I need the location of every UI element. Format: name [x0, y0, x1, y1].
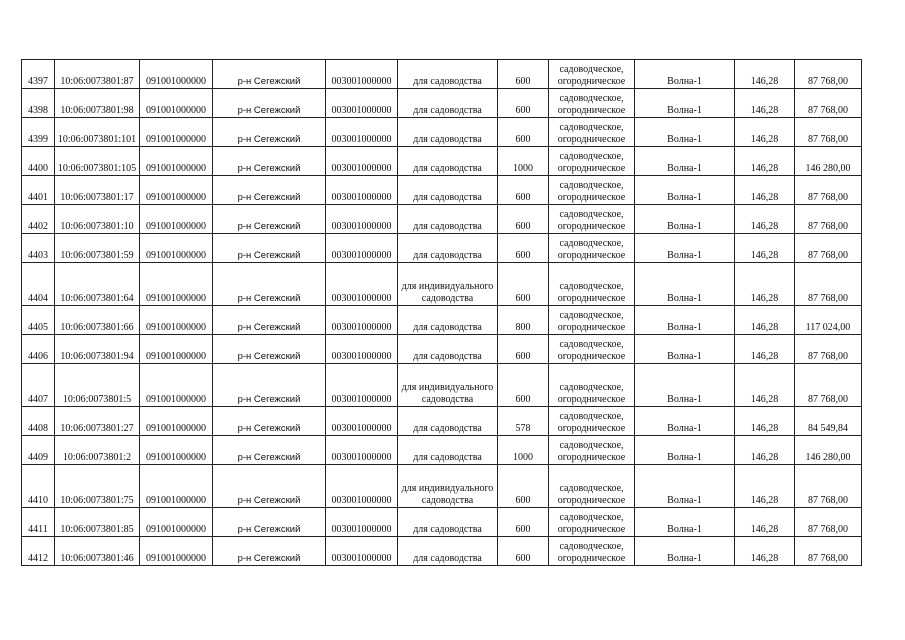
row-number-cell: 4404 — [22, 263, 55, 306]
okato-code-cell: 091001000000 — [140, 234, 213, 263]
district-cell: р-н Сегежский — [213, 465, 326, 508]
row-number-cell: 4400 — [22, 147, 55, 176]
table-row — [22, 205, 862, 234]
permitted-use-cell: для садоводства — [398, 508, 498, 537]
row-number-cell: 4397 — [22, 60, 55, 89]
settlement-name-cell: Волна-1 — [635, 306, 735, 335]
permitted-use-cell: для садоводства — [398, 176, 498, 205]
row-number-cell: 4402 — [22, 205, 55, 234]
cadastral-value-cell: 146 280,00 — [795, 436, 862, 465]
cadastral-number-cell: 10:06:0073801:75 — [55, 465, 140, 508]
cadastral-value-cell: 87 768,00 — [795, 537, 862, 566]
settlement-name-cell: Волна-1 — [635, 407, 735, 436]
settlement-name-cell: Волна-1 — [635, 60, 735, 89]
specific-value-cell: 146,28 — [735, 89, 795, 118]
specific-value-cell: 146,28 — [735, 60, 795, 89]
cadastral-value-cell: 87 768,00 — [795, 89, 862, 118]
okato-code-cell: 091001000000 — [140, 335, 213, 364]
land-category-cell: садоводческое, огородническое — [549, 118, 635, 147]
cadastral-value-cell: 87 768,00 — [795, 118, 862, 147]
permitted-use-cell: для индивидуального садоводства — [398, 364, 498, 407]
settlement-name-cell: Волна-1 — [635, 118, 735, 147]
oktmo-code-cell: 003001000000 — [326, 89, 398, 118]
permitted-use-cell: для садоводства — [398, 147, 498, 176]
district-cell: р-н Сегежский — [213, 60, 326, 89]
area-cell: 600 — [498, 537, 549, 566]
permitted-use-cell: для садоводства — [398, 60, 498, 89]
cadastral-number-cell: 10:06:0073801:10 — [55, 205, 140, 234]
okato-code-cell: 091001000000 — [140, 537, 213, 566]
row-number-cell: 4403 — [22, 234, 55, 263]
table-row — [22, 508, 862, 537]
okato-code-cell: 091001000000 — [140, 465, 213, 508]
oktmo-code-cell: 003001000000 — [326, 234, 398, 263]
specific-value-cell: 146,28 — [735, 118, 795, 147]
district-cell: р-н Сегежский — [213, 436, 326, 465]
okato-code-cell: 091001000000 — [140, 176, 213, 205]
area-cell: 600 — [498, 508, 549, 537]
land-category-cell: садоводческое, огородническое — [549, 147, 635, 176]
row-number-cell: 4399 — [22, 118, 55, 147]
table-row — [22, 335, 862, 364]
cadastral-number-cell: 10:06:0073801:87 — [55, 60, 140, 89]
specific-value-cell: 146,28 — [735, 306, 795, 335]
row-number-cell: 4401 — [22, 176, 55, 205]
land-category-cell: садоводческое, огородническое — [549, 263, 635, 306]
district-cell: р-н Сегежский — [213, 537, 326, 566]
row-number-cell: 4406 — [22, 335, 55, 364]
land-category-cell: садоводческое, огородническое — [549, 335, 635, 364]
okato-code-cell: 091001000000 — [140, 263, 213, 306]
cadastral-number-cell: 10:06:0073801:17 — [55, 176, 140, 205]
permitted-use-cell: для индивидуального садоводства — [398, 263, 498, 306]
cadastral-value-cell: 146 280,00 — [795, 147, 862, 176]
cadastral-value-cell: 87 768,00 — [795, 60, 862, 89]
oktmo-code-cell: 003001000000 — [326, 205, 398, 234]
settlement-name-cell: Волна-1 — [635, 537, 735, 566]
row-number-cell: 4405 — [22, 306, 55, 335]
land-category-cell: садоводческое, огородническое — [549, 407, 635, 436]
permitted-use-cell: для садоводства — [398, 306, 498, 335]
land-category-cell: садоводческое, огородническое — [549, 508, 635, 537]
land-category-cell: садоводческое, огородническое — [549, 234, 635, 263]
cadastral-value-cell: 117 024,00 — [795, 306, 862, 335]
area-cell: 600 — [498, 364, 549, 407]
specific-value-cell: 146,28 — [735, 176, 795, 205]
permitted-use-cell: для садоводства — [398, 205, 498, 234]
oktmo-code-cell: 003001000000 — [326, 335, 398, 364]
permitted-use-cell: для садоводства — [398, 335, 498, 364]
settlement-name-cell: Волна-1 — [635, 364, 735, 407]
cadastral-value-cell: 87 768,00 — [795, 508, 862, 537]
cadastral-number-cell: 10:06:0073801:105 — [55, 147, 140, 176]
cadastral-value-cell: 87 768,00 — [795, 234, 862, 263]
specific-value-cell: 146,28 — [735, 465, 795, 508]
land-category-cell: садоводческое, огородническое — [549, 364, 635, 407]
settlement-name-cell: Волна-1 — [635, 508, 735, 537]
specific-value-cell: 146,28 — [735, 537, 795, 566]
permitted-use-cell: для садоводства — [398, 537, 498, 566]
table-row — [22, 306, 862, 335]
okato-code-cell: 091001000000 — [140, 508, 213, 537]
district-cell: р-н Сегежский — [213, 364, 326, 407]
table-row — [22, 60, 862, 89]
area-cell: 600 — [498, 263, 549, 306]
specific-value-cell: 146,28 — [735, 234, 795, 263]
specific-value-cell: 146,28 — [735, 335, 795, 364]
cadastral-value-cell: 87 768,00 — [795, 205, 862, 234]
oktmo-code-cell: 003001000000 — [326, 364, 398, 407]
area-cell: 600 — [498, 335, 549, 364]
settlement-name-cell: Волна-1 — [635, 176, 735, 205]
oktmo-code-cell: 003001000000 — [326, 465, 398, 508]
settlement-name-cell: Волна-1 — [635, 436, 735, 465]
land-category-cell: садоводческое, огородническое — [549, 205, 635, 234]
cadastral-number-cell: 10:06:0073801:85 — [55, 508, 140, 537]
cadastral-value-cell: 87 768,00 — [795, 364, 862, 407]
district-cell: р-н Сегежский — [213, 407, 326, 436]
cadastral-number-cell: 10:06:0073801:94 — [55, 335, 140, 364]
area-cell: 578 — [498, 407, 549, 436]
cadastral-number-cell: 10:06:0073801:5 — [55, 364, 140, 407]
okato-code-cell: 091001000000 — [140, 364, 213, 407]
cadastral-number-cell: 10:06:0073801:46 — [55, 537, 140, 566]
oktmo-code-cell: 003001000000 — [326, 407, 398, 436]
district-cell: р-н Сегежский — [213, 306, 326, 335]
district-cell: р-н Сегежский — [213, 205, 326, 234]
okato-code-cell: 091001000000 — [140, 147, 213, 176]
row-number-cell: 4411 — [22, 508, 55, 537]
row-number-cell: 4407 — [22, 364, 55, 407]
specific-value-cell: 146,28 — [735, 364, 795, 407]
table-row — [22, 147, 862, 176]
cadastral-number-cell: 10:06:0073801:64 — [55, 263, 140, 306]
land-category-cell: садоводческое, огородническое — [549, 537, 635, 566]
land-category-cell: садоводческое, огородническое — [549, 60, 635, 89]
okato-code-cell: 091001000000 — [140, 89, 213, 118]
area-cell: 600 — [498, 234, 549, 263]
oktmo-code-cell: 003001000000 — [326, 176, 398, 205]
oktmo-code-cell: 003001000000 — [326, 537, 398, 566]
area-cell: 600 — [498, 118, 549, 147]
settlement-name-cell: Волна-1 — [635, 335, 735, 364]
okato-code-cell: 091001000000 — [140, 118, 213, 147]
cadastral-value-cell: 87 768,00 — [795, 465, 862, 508]
settlement-name-cell: Волна-1 — [635, 205, 735, 234]
okato-code-cell: 091001000000 — [140, 60, 213, 89]
land-category-cell: садоводческое, огородническое — [549, 436, 635, 465]
land-category-cell: садоводческое, огородническое — [549, 465, 635, 508]
area-cell: 1000 — [498, 147, 549, 176]
okato-code-cell: 091001000000 — [140, 205, 213, 234]
district-cell: р-н Сегежский — [213, 176, 326, 205]
oktmo-code-cell: 003001000000 — [326, 508, 398, 537]
area-cell: 600 — [498, 176, 549, 205]
district-cell: р-н Сегежский — [213, 234, 326, 263]
okato-code-cell: 091001000000 — [140, 436, 213, 465]
district-cell: р-н Сегежский — [213, 147, 326, 176]
settlement-name-cell: Волна-1 — [635, 465, 735, 508]
row-number-cell: 4412 — [22, 537, 55, 566]
permitted-use-cell: для садоводства — [398, 407, 498, 436]
area-cell: 600 — [498, 465, 549, 508]
settlement-name-cell: Волна-1 — [635, 147, 735, 176]
specific-value-cell: 146,28 — [735, 263, 795, 306]
permitted-use-cell: для садоводства — [398, 234, 498, 263]
row-number-cell: 4408 — [22, 407, 55, 436]
specific-value-cell: 146,28 — [735, 147, 795, 176]
area-cell: 600 — [498, 60, 549, 89]
cadastral-number-cell: 10:06:0073801:66 — [55, 306, 140, 335]
settlement-name-cell: Волна-1 — [635, 263, 735, 306]
row-number-cell: 4398 — [22, 89, 55, 118]
row-number-cell: 4409 — [22, 436, 55, 465]
area-cell: 800 — [498, 306, 549, 335]
table-row — [22, 364, 862, 407]
table-body — [22, 60, 862, 566]
land-plot-table — [21, 59, 862, 566]
cadastral-value-cell: 87 768,00 — [795, 263, 862, 306]
land-category-cell: садоводческое, огородническое — [549, 89, 635, 118]
land-category-cell: садоводческое, огородническое — [549, 306, 635, 335]
table-row — [22, 89, 862, 118]
permitted-use-cell: для садоводства — [398, 436, 498, 465]
cadastral-number-cell: 10:06:0073801:98 — [55, 89, 140, 118]
oktmo-code-cell: 003001000000 — [326, 306, 398, 335]
district-cell: р-н Сегежский — [213, 508, 326, 537]
district-cell: р-н Сегежский — [213, 263, 326, 306]
cadastral-number-cell: 10:06:0073801:59 — [55, 234, 140, 263]
specific-value-cell: 146,28 — [735, 508, 795, 537]
cadastral-number-cell: 10:06:0073801:101 — [55, 118, 140, 147]
district-cell: р-н Сегежский — [213, 335, 326, 364]
oktmo-code-cell: 003001000000 — [326, 436, 398, 465]
area-cell: 600 — [498, 89, 549, 118]
table-row — [22, 537, 862, 566]
cadastral-value-cell: 87 768,00 — [795, 176, 862, 205]
table-row — [22, 407, 862, 436]
cadastral-value-cell: 87 768,00 — [795, 335, 862, 364]
cadastral-value-cell: 84 549,84 — [795, 407, 862, 436]
permitted-use-cell: для садоводства — [398, 118, 498, 147]
oktmo-code-cell: 003001000000 — [326, 118, 398, 147]
settlement-name-cell: Волна-1 — [635, 89, 735, 118]
specific-value-cell: 146,28 — [735, 436, 795, 465]
specific-value-cell: 146,28 — [735, 205, 795, 234]
area-cell: 1000 — [498, 436, 549, 465]
district-cell: р-н Сегежский — [213, 118, 326, 147]
area-cell: 600 — [498, 205, 549, 234]
permitted-use-cell: для садоводства — [398, 89, 498, 118]
specific-value-cell: 146,28 — [735, 407, 795, 436]
okato-code-cell: 091001000000 — [140, 306, 213, 335]
permitted-use-cell: для индивидуального садоводства — [398, 465, 498, 508]
okato-code-cell: 091001000000 — [140, 407, 213, 436]
table-row — [22, 118, 862, 147]
settlement-name-cell: Волна-1 — [635, 234, 735, 263]
oktmo-code-cell: 003001000000 — [326, 263, 398, 306]
row-number-cell: 4410 — [22, 465, 55, 508]
land-category-cell: садоводческое, огородническое — [549, 176, 635, 205]
table-row — [22, 263, 862, 306]
oktmo-code-cell: 003001000000 — [326, 60, 398, 89]
oktmo-code-cell: 003001000000 — [326, 147, 398, 176]
district-cell: р-н Сегежский — [213, 89, 326, 118]
cadastral-number-cell: 10:06:0073801:27 — [55, 407, 140, 436]
table-row — [22, 465, 862, 508]
table-row — [22, 176, 862, 205]
cadastral-number-cell: 10:06:0073801:2 — [55, 436, 140, 465]
table-row — [22, 436, 862, 465]
table-row — [22, 234, 862, 263]
